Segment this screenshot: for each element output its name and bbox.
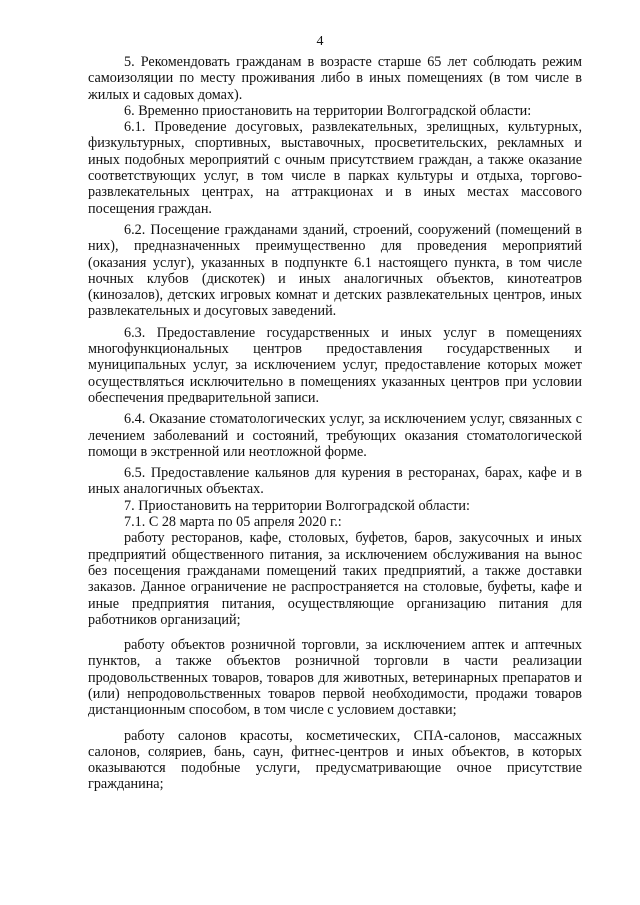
paragraph-6: 6. Временно приостановить на территории Волгоградской области: <box>124 102 532 119</box>
page-number: 4 <box>316 34 324 49</box>
paragraph-5: 5. Рекомендовать гражданам в возрасте старше 65 лет соблюдать режим самоизоляции по месту проживания либо в иных помещениях (в том числе в жилых и садовых домах). <box>88 54 582 103</box>
paragraph-retail: работу объектов розничной торговли, за исключением аптек и аптечных пунктов, а также объектов розничной торговли в части реализации продовольственных товаров, товаров для животных, ветеринарных препаратов и (или) непродовольственных товаров первой необходимости, продажи товаров дистанционным способом, в том числе с условием доставки; <box>88 637 582 719</box>
paragraph-6-5: 6.5. Предоставление кальянов для курения в ресторанах, барах, кафе и в иных аналогичных объектах. <box>88 465 582 498</box>
paragraph-6-4: 6.4. Оказание стоматологических услуг, за исключением услуг, связанных с лечением заболеваний и состояний, требующих оказания стоматологической помощи в экстренной или неотложной форме. <box>88 411 582 460</box>
paragraph-7: 7. Приостановить на территории Волгоградской области: <box>124 497 470 514</box>
paragraph-restaurants: работу ресторанов, кафе, столовых, буфетов, баров, закусочных и иных предприятий общественного питания, за исключением обслуживания на вынос без посещения гражданами помещений таких предприятий, а также доставки заказов. Данное ограничение не распространяется на столовые, буфеты, кафе и иные предприятия питания, осуществляющие организацию питания для работников организаций; <box>88 530 582 628</box>
paragraph-6-1: 6.1. Проведение досуговых, развлекательных, зрелищных, культурных, физкультурных, спортивных, выставочных, просветительских, рекламных и иных подобных мероприятий с очным присутствием граждан, а также оказание соответствующих услуг, в том числе в парках культуры и отдыха, торгово-развлекательных центрах, на аттракционах и в иных местах массового посещения граждан. <box>88 119 582 217</box>
paragraph-7-1: 7.1. С 28 марта по 05 апреля 2020 г.: <box>124 514 342 531</box>
paragraph-6-2: 6.2. Посещение гражданами зданий, строений, сооружений (помещений в них), предназначенных преимущественно для проведения мероприятий (оказания услуг), указанных в подпункте 6.1 настоящего пункта, в том числе ночных клубов (дискотек) и иных аналогичных объектов, кинотеатров (кинозалов), детских игровых комнат и детских развлекательных центров, иных развлекательных и досуговых заведений. <box>88 221 582 320</box>
paragraph-salons: работу салонов красоты, косметических, СПА-салонов, массажных салонов, соляриев, бань, саун, фитнес-центров и иных объектов, в которых оказываются подобные услуги, предусматривающие очное присутствие гражданина; <box>88 727 582 793</box>
paragraph-6-3: 6.3. Предоставление государственных и иных услуг в помещениях многофункциональных центров предоставления государственных и муниципальных услуг, за исключением услуг, предоставление которых может осуществляться исключительно в помещениях указанных центров при условии обеспечения предварительной записи. <box>88 324 582 406</box>
